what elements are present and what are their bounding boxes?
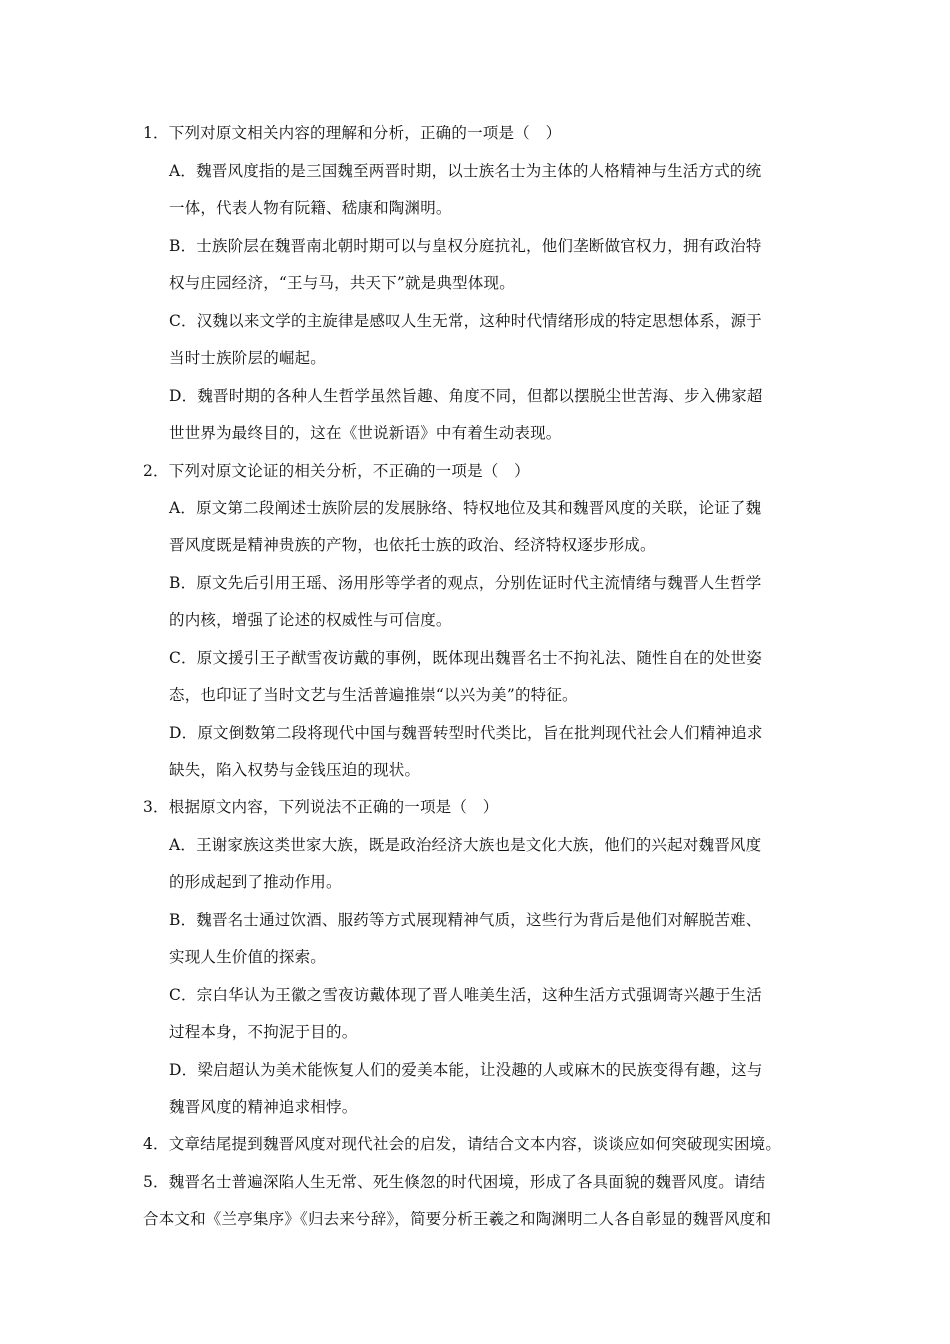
question-3-option-c: C．宗白华认为王徽之雪夜访戴体现了晋人唯美生活，这种生活方式强调寄兴趣于生活 — [169, 986, 762, 1004]
question-5-stem-cont: 合本文和《兰亭集序》《归去来兮辞》，简要分析王羲之和陶渊明二人各自彰显的魏晋风度和 — [143, 1210, 772, 1228]
question-1-option-b: B．士族阶层在魏晋南北朝时期可以与皇权分庭抗礼，他们垄断做官权力，拥有政治特 — [169, 237, 762, 255]
question-3-option-d: D．梁启超认为美术能恢复人们的爱美本能，让没趣的人或麻木的民族变得有趣，这与 — [169, 1061, 763, 1079]
question-2-option-a-cont: 晋风度既是精神贵族的产物，也依托士族的政治、经济特权逐步形成。 — [169, 536, 656, 554]
question-1-option-c-cont: 当时士族阶层的崛起。 — [169, 349, 327, 367]
question-2-stem: 2．下列对原文论证的相关分析，不正确的一项是（ ） — [143, 462, 530, 480]
question-3-option-d-cont: 魏晋风度的精神追求相悖。 — [169, 1098, 358, 1116]
question-4-stem: 4．文章结尾提到魏晋风度对现代社会的启发，请结合文本内容，谈谈应如何突破现实困境。 — [143, 1135, 782, 1153]
question-3-option-b: B．魏晋名士通过饮酒、服药等方式展现精神气质，这些行为背后是他们对解脱苦难、 — [169, 911, 762, 929]
question-2-option-d: D．原文倒数第二段将现代中国与魏晋转型时代类比，旨在批判现代社会人们精神追求 — [169, 724, 763, 742]
question-1-option-c: C．汉魏以来文学的主旋律是感叹人生无常，这种时代情绪形成的特定思想体系，源于 — [169, 312, 762, 330]
question-2-option-d-cont: 缺失，陷入权势与金钱压迫的现状。 — [169, 761, 421, 779]
question-1-option-a-cont: 一体，代表人物有阮籍、嵇康和陶渊明。 — [169, 199, 452, 217]
question-2-option-b: B．原文先后引用王瑶、汤用彤等学者的观点，分别佐证时代主流情绪与魏晋人生哲学 — [169, 574, 762, 592]
question-3-option-b-cont: 实现人生价值的探索。 — [169, 948, 327, 966]
question-1-option-a: A．魏晋风度指的是三国魏至两晋时期，以士族名士为主体的人格精神与生活方式的统 — [169, 162, 762, 180]
question-2-option-a: A．原文第二段阐述士族阶层的发展脉络、特权地位及其和魏晋风度的关联，论证了魏 — [169, 499, 762, 517]
question-3-option-a: A．王谢家族这类世家大族，既是政治经济大族也是文化大族，他们的兴起对魏晋风度 — [169, 836, 762, 854]
question-3-stem: 3．根据原文内容，下列说法不正确的一项是（ ） — [143, 798, 499, 816]
question-1-option-d: D．魏晋时期的各种人生哲学虽然旨趣、角度不同，但都以摆脱尘世苦海、步入佛家超 — [169, 387, 763, 405]
question-2-option-c: C．原文援引王子猷雪夜访戴的事例，既体现出魏晋名士不拘礼法、随性自在的处世姿 — [169, 649, 762, 667]
question-2-option-c-cont: 态，也印证了当时文艺与生活普遍推崇“以兴为美”的特征。 — [169, 686, 578, 704]
question-1-option-d-cont: 世世界为最终目的，这在《世说新语》中有着生动表现。 — [169, 424, 562, 442]
question-5-stem: 5．魏晋名士普遍深陷人生无常、死生倏忽的时代困境，形成了各具面貌的魏晋风度。请结 — [143, 1173, 766, 1191]
question-1-option-b-cont: 权与庄园经济，“王与马，共天下”就是典型体现。 — [169, 274, 515, 292]
question-1-stem: 1．下列对原文相关内容的理解和分析，正确的一项是（ ） — [143, 124, 562, 142]
question-3-option-c-cont: 过程本身，不拘泥于目的。 — [169, 1023, 358, 1041]
question-3-option-a-cont: 的形成起到了推动作用。 — [169, 873, 342, 891]
question-2-option-b-cont: 的内核，增强了论述的权威性与可信度。 — [169, 611, 452, 629]
